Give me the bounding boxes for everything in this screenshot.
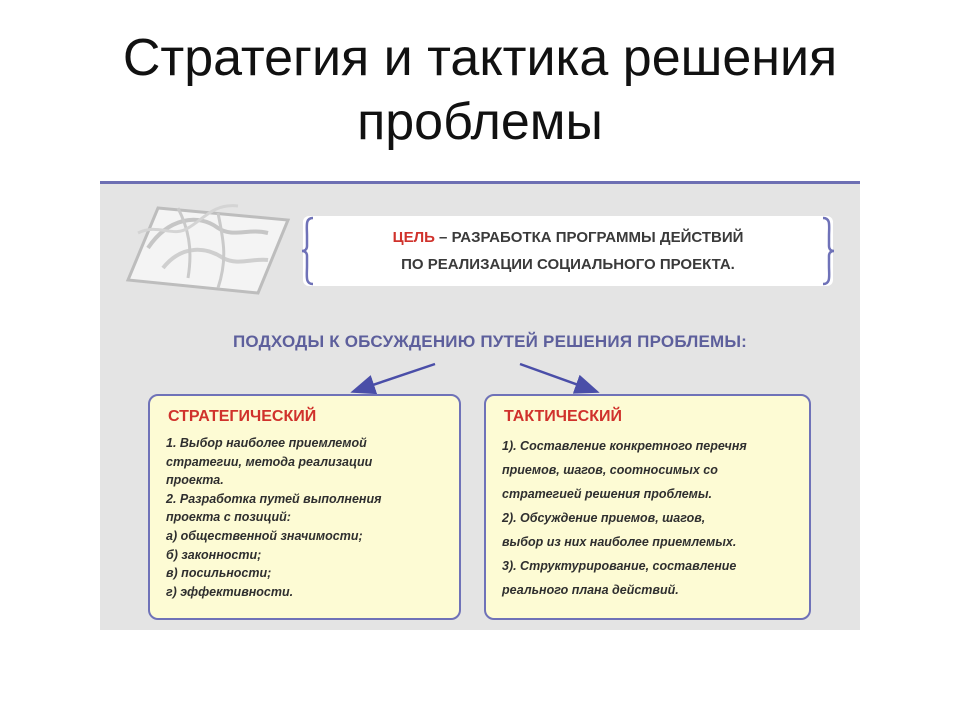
goal-line-1-text: – РАЗРАБОТКА ПРОГРАММЫ ДЕЙСТВИЙ: [434, 229, 744, 246]
right-brace-icon: [821, 216, 835, 286]
strategic-card: [148, 394, 461, 620]
tactical-line: 2). Обсуждение приемов, шагов,: [502, 511, 706, 525]
strategic-line: проекта.: [166, 473, 224, 488]
goal-box: [303, 216, 833, 286]
goal-line-2: ПО РЕАЛИЗАЦИИ СОЦИАЛЬНОГО ПРОЕКТА.: [401, 256, 735, 273]
tactical-line: выбор из них наиболее приемлемых.: [502, 535, 737, 549]
tactical-card: [484, 394, 811, 620]
tactical-line: реального плана действий.: [502, 583, 679, 597]
strategic-line: а) общественной значимости;: [166, 528, 363, 543]
diagram-panel: [100, 181, 860, 630]
tactical-line: 3). Структурирование, составление: [502, 559, 737, 573]
strategic-line: проекта с позиций:: [166, 510, 291, 525]
slide-title: [0, 26, 960, 154]
tactical-line: приемов, шагов, соотносимых со: [502, 463, 718, 477]
strategic-title: СТРАТЕГИЧЕСКИЙ: [168, 408, 317, 425]
arrow-to-tactical: [520, 364, 595, 391]
tactical-line: 1). Составление конкретного перечня: [502, 439, 747, 453]
arrow-to-strategic: [355, 364, 435, 391]
slide-title-line-1: Стратегия и тактика решения: [122, 29, 838, 87]
strategic-line: 1. Выбор наиболее приемлемой: [166, 436, 367, 450]
tactical-title: ТАКТИЧЕСКИЙ: [504, 408, 622, 425]
strategic-line: 2. Разработка путей выполнения: [166, 491, 382, 506]
strategic-line: стратегии, метода реализации: [166, 454, 373, 469]
map-sketch-illustration: [118, 188, 298, 298]
strategic-line: г) эффективности.: [166, 584, 294, 599]
strategic-line: б) законности;: [166, 547, 262, 562]
goal-line-1: [323, 224, 813, 251]
slide-title-line-2: проблемы: [357, 93, 603, 151]
approaches-title: ПОДХОДЫ К ОБСУЖДЕНИЮ ПУТЕЙ РЕШЕНИЯ ПРОБЛЕМЫ:: [232, 332, 748, 351]
left-brace-icon: [301, 216, 315, 286]
tactical-line: стратегией решения проблемы.: [502, 487, 713, 501]
goal-keyword: ЦЕЛЬ: [392, 229, 435, 246]
goal-text: [323, 224, 813, 278]
strategic-line: в) посильности;: [166, 566, 272, 581]
